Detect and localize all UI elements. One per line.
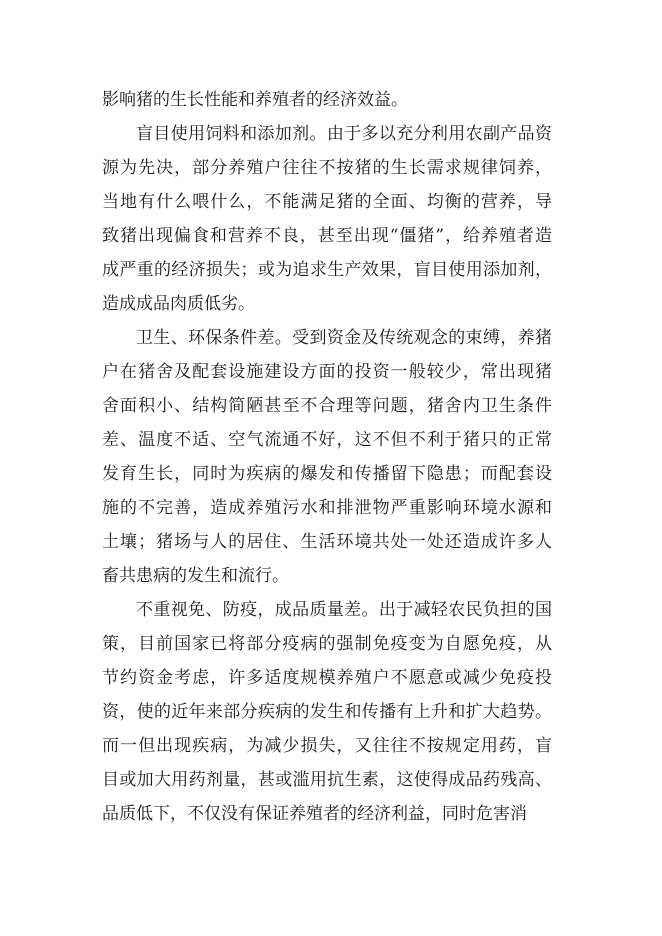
text-line: 节约资金考虑，许多适度规模养殖户不愿意或减少免疫投	[102, 668, 554, 688]
text-line: 施的不完善，造成养殖污水和排泄物严重影响环境水源和	[102, 498, 554, 518]
text-line: 舍面积小、结构简陋甚至不合理等问题，猪舍内卫生条件	[102, 396, 554, 416]
text-line: 源为先决，部分养殖户往往不按猪的生长需求规律饲养，	[102, 158, 554, 178]
text-line: 资，使的近年来部分疾病的发生和传播有上升和扩大趋势。	[102, 702, 553, 722]
text-line: 发育生长，同时为疾病的爆发和传播留下隐患；而配套设	[102, 464, 554, 484]
text-line: 影响猪的生长性能和养殖者的经济效益。	[102, 90, 408, 110]
text-line: 致猪出现偏食和营养不良，甚至出现“僵猪”，给养殖者造	[102, 226, 553, 246]
text-line: 品质低下，不仅没有保证养殖者的经济利益，同时危害消	[102, 804, 527, 824]
text-line: 户在猪舍及配套设施建设方面的投资一般较少，常出现猪	[102, 362, 554, 382]
text-line: 畜共患病的发生和流行。	[102, 566, 289, 586]
text-line: 土壤；猪场与人的居住、生活环境共处一处还造成许多人	[102, 532, 554, 552]
text-line: 盲目使用饲料和添加剂。由于多以充分利用农副产品资	[136, 124, 553, 144]
text-line: 而一但出现疾病，为减少损失，又往往不按规定用药，盲	[102, 736, 554, 756]
text-line: 不重视免、防疫，成品质量差。出于减轻农民负担的国	[136, 600, 553, 620]
text-line: 造成成品肉质低劣。	[102, 294, 255, 314]
text-line: 当地有什么喂什么，不能满足猪的全面、均衡的营养，导	[102, 192, 554, 212]
text-line: 成严重的经济损失；或为追求生产效果，盲目使用添加剂，	[102, 260, 553, 280]
text-line: 差、温度不适、空气流通不好，这不但不利于猪只的正常	[102, 430, 554, 450]
text-line: 策，目前国家已将部分疫病的强制免疫变为自愿免疫，从	[102, 634, 554, 654]
text-line: 卫生、环保条件差。受到资金及传统观念的束缚，养猪	[136, 328, 553, 348]
document-body	[102, 83, 552, 831]
text-line: 目或加大用药剂量，甚或滥用抗生素，这使得成品药残高、	[102, 770, 553, 790]
